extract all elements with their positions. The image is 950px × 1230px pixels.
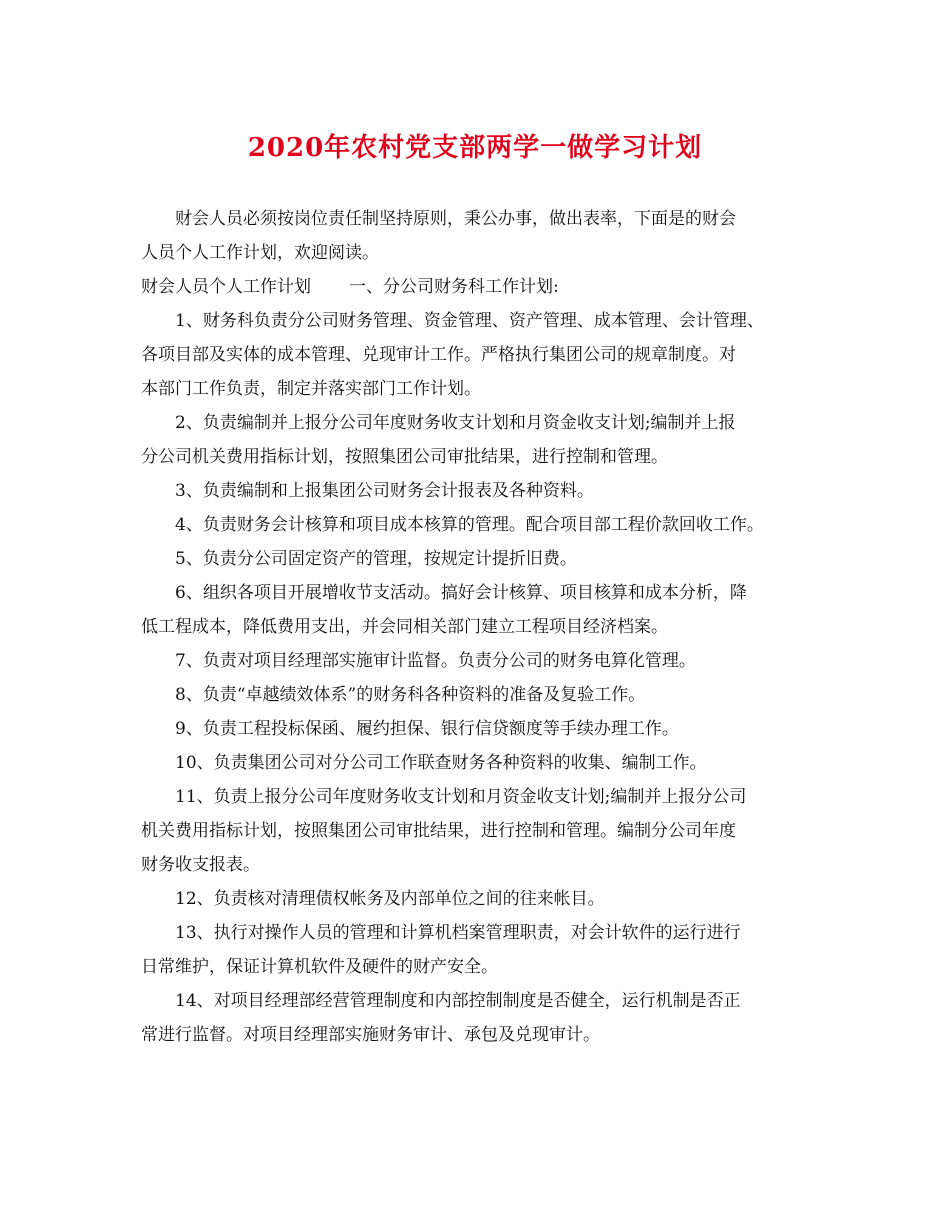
intro-line: 财会人员必须按岗位责任制坚持原则，秉公办事，做出表率，下面是的财会 <box>175 209 736 229</box>
list-item-line: 日常维护，保证计算机软件及硬件的财产安全。 <box>141 957 498 977</box>
list-item-line: 低工程成本，降低费用支出，并会同相关部门建立工程项目经济档案。 <box>141 617 668 637</box>
list-item-line: 分公司机关费用指标计划，按照集团公司审批结果，进行控制和管理。 <box>141 447 668 467</box>
plan-heading: 财会人员个人工作计划 <box>141 277 311 297</box>
section-heading <box>141 270 821 304</box>
list-item-line: 本部门工作负责，制定并落实部门工作计划。 <box>141 379 481 399</box>
list-item-line: 12、负责核对清理债权帐务及内部单位之间的往来帐目。 <box>175 889 605 909</box>
list-item-line: 8、负责“卓越绩效体系”的财务科各种资料的准备及复验工作。 <box>175 685 646 705</box>
list-item-line: 7、负责对项目经理部实施审计监督。负责分公司的财务电算化管理。 <box>175 651 696 671</box>
list-item-line: 11、负责上报分公司年度财务收支计划和月资金收支计划;编制并上报分公司 <box>175 787 747 807</box>
list-item-line: 6、组织各项目开展增收节支活动。搞好会计核算、项目核算和成本分析，降 <box>175 583 747 603</box>
list-item-line: 10、负责集团公司对分公司工作联查财务各种资料的收集、编制工作。 <box>175 753 707 773</box>
list-item-line: 4、负责财务会计核算和项目成本核算的管理。配合项目部工程价款回收工作。 <box>175 515 764 535</box>
document-title: 2020年农村党支部两学一做学习计划 <box>247 133 703 163</box>
list-item-line: 13、执行对操作人员的管理和计算机档案管理职责，对会计软件的运行进行 <box>175 923 741 943</box>
list-item-line: 常进行监督。对项目经理部实施财务审计、承包及兑现审计。 <box>141 1025 600 1045</box>
list-item-line: 各项目部及实体的成本管理、兑现审计工作。严格执行集团公司的规章制度。对 <box>141 345 736 365</box>
list-item-line: 3、负责编制和上报集团公司财务会计报表及各种资料。 <box>175 481 594 501</box>
list-item-line: 14、对项目经理部经营管理制度和内部控制制度是否健全，运行机制是否正 <box>175 991 741 1011</box>
list-item-line: 5、负责分公司固定资产的管理，按规定计提折旧费。 <box>175 549 577 569</box>
list-item-line: 财务收支报表。 <box>141 855 260 875</box>
list-item-line: 9、负责工程投标保函、履约担保、银行信贷额度等手续办理工作。 <box>175 719 679 739</box>
document-body <box>141 202 821 1052</box>
list-item-line: 机关费用指标计划，按照集团公司审批结果，进行控制和管理。编制分公司年度 <box>141 821 736 841</box>
list-item-line: 1、财务科负责分公司财务管理、资金管理、资产管理、成本管理、会计管理、 <box>175 311 764 331</box>
section-title: 一、分公司财务科工作计划: <box>349 277 559 297</box>
intro-line: 人员个人工作计划，欢迎阅读。 <box>141 243 379 263</box>
list-item-line: 2、负责编制并上报分公司年度财务收支计划和月资金收支计划;编制并上报 <box>175 413 736 433</box>
